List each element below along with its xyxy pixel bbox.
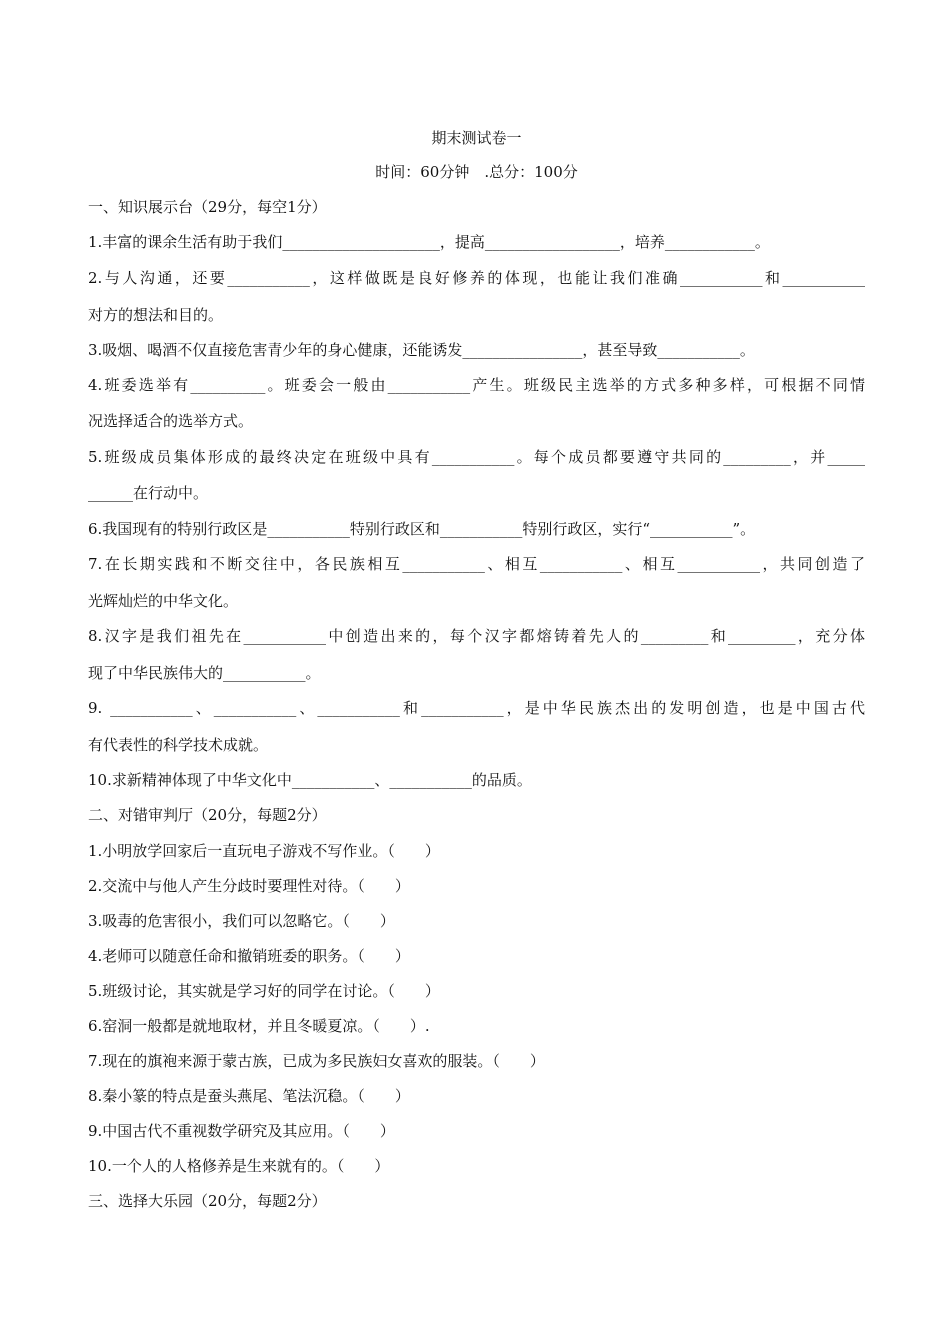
judgement-item: 10.一个人的人格修养是生来就有的。（ ） [88,1157,390,1175]
question-line: 7.在长期实践和不断交往中，各民族相互___________、相互___________、相互___________，共同创造了 [88,555,865,573]
section-heading-2: 二、对错审判厅（20分，每题2分） [88,806,327,824]
section-heading-1: 一、知识展示台（29分，每空1分） [88,198,327,216]
judgement-item: 1.小明放学回家后一直玩电子游戏不写作业。（ ） [88,842,440,860]
question-line: 4.班委选举有__________。班委会一般由___________产生。班级民主选举的方式多种多样，可根据不同情 [88,376,865,394]
question-line: 现了中华民族伟大的___________。 [88,664,321,682]
question-line: 光辉灿烂的中华文化。 [88,592,239,610]
judgement-item: 9.中国古代不重视数学研究及其应用。（ ） [88,1122,395,1140]
judgement-item: 8.秦小篆的特点是蚕头燕尾、笔法沉稳。（ ） [88,1087,410,1105]
judgement-item: 4.老师可以随意任命和撤销班委的职务。（ ） [88,947,410,965]
judgement-item: 3.吸毒的危害很小，我们可以忽略它。（ ） [88,912,395,930]
question-line: 1.丰富的课余生活有助于我们_____________________，提高__________________，培养____________。 [88,233,770,251]
exam-info: 时间：60分钟 .总分：100分 [375,163,578,181]
question-line: 9. ___________、___________、___________和___________，是中华民族杰出的发明创造，也是中国古代 [88,699,865,717]
judgement-item: 2.交流中与他人产生分歧时要理性对待。（ ） [88,877,410,895]
question-line: 5.班级成员集体形成的最终决定在班级中具有___________。每个成员都要遵守共同的_________，并_____ [88,448,865,466]
question-line: 有代表性的科学技术成就。 [88,736,269,754]
question-line: 况选择适合的选举方式。 [88,412,254,430]
question-line: ______在行动中。 [88,484,209,502]
page-title: 期末测试卷一 [431,129,522,147]
question-line: 3.吸烟、喝酒不仅直接危害青少年的身心健康，还能诱发________________，甚至导致___________。 [88,341,755,359]
question-line: 对方的想法和目的。 [88,306,224,324]
question-line: 10.求新精神体现了中华文化中___________、___________的品质。 [88,771,532,789]
judgement-item: 5.班级讨论，其实就是学习好的同学在讨论。（ ） [88,982,440,1000]
question-line: 2.与人沟通，还要___________，这样做既是良好修养的体现，也能让我们准确___________和___________ [88,269,865,287]
question-line: 6.我国现有的特别行政区是___________特别行政区和___________特别行政区，实行“___________”。 [88,520,756,538]
judgement-item: 6.窑洞一般都是就地取材，并且冬暖夏凉。（ ）. [88,1017,430,1035]
question-line: 8.汉字是我们祖先在___________中创造出来的，每个汉字都熔铸着先人的_________和_________，充分体 [88,627,865,645]
section-heading-3: 三、选择大乐园（20分，每题2分） [88,1192,327,1210]
judgement-item: 7.现在的旗袍来源于蒙古族，已成为多民族妇女喜欢的服装。（ ） [88,1052,545,1070]
